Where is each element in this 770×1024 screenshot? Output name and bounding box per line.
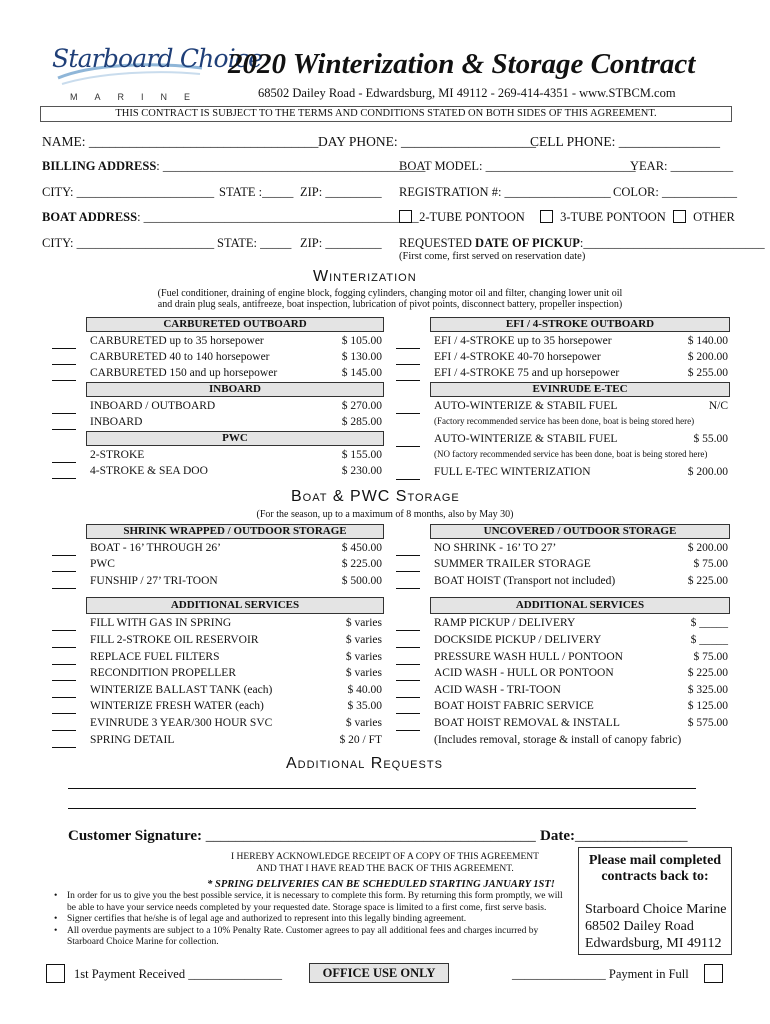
two-tube-pontoon-option[interactable]	[399, 210, 525, 225]
checkbox-line[interactable]	[52, 545, 76, 556]
service-row[interactable]	[396, 665, 728, 681]
pickup-date-field[interactable]	[399, 236, 765, 251]
boat-address-line: : ____________________________________________	[137, 210, 419, 224]
checkbox-line[interactable]	[52, 370, 76, 381]
two-tube-pontoon-label: 2-TUBE PONTOON	[419, 210, 525, 224]
service-row[interactable]	[396, 682, 728, 698]
service-row[interactable]	[52, 732, 382, 748]
service-row[interactable]	[52, 365, 382, 381]
service-price: $ 155.00	[341, 449, 382, 461]
service-row[interactable]	[396, 632, 728, 648]
zip-field-2[interactable]: ZIP: _________	[300, 236, 382, 250]
signature-field[interactable]	[68, 828, 536, 845]
city-field-1[interactable]: CITY: ______________________	[42, 185, 215, 199]
checkbox-line[interactable]	[396, 403, 420, 414]
service-label: FULL E-TEC WINTERIZATION	[434, 466, 591, 478]
service-label: ACID WASH - HULL OR PONTOON	[434, 667, 614, 679]
three-tube-pontoon-option[interactable]	[540, 210, 666, 225]
service-price: $ 200.00	[687, 466, 728, 478]
service-price: $ 270.00	[341, 400, 382, 412]
service-row[interactable]	[52, 665, 382, 681]
service-price: $ varies	[345, 634, 382, 646]
mail-title: Please mail completed contracts back to:	[588, 853, 722, 884]
service-price: N/C	[708, 400, 728, 412]
day-phone-field[interactable]: DAY PHONE: ____________________	[318, 134, 537, 149]
checkbox-line[interactable]	[396, 354, 420, 365]
service-price: $ 225.00	[687, 575, 728, 587]
checkbox-line[interactable]	[396, 338, 420, 349]
checkbox-line[interactable]	[52, 670, 76, 681]
service-row[interactable]	[396, 540, 728, 556]
checkbox-line[interactable]	[396, 670, 420, 681]
service-label: DOCKSIDE PICKUP / DELIVERY	[434, 634, 602, 646]
storage-note: (For the season, up to a maximum of 8 months, also by May 30)	[256, 509, 514, 520]
service-label: NO SHRINK - 16’ TO 27’	[434, 542, 557, 554]
billing-address-field[interactable]	[42, 159, 425, 174]
mail-line-2: 68502 Dailey Road	[585, 919, 694, 934]
service-price: $ 255.00	[687, 367, 728, 379]
boat-model-field[interactable]: BOAT MODEL: ________________________	[399, 159, 636, 173]
winterization-note-1: (Fuel conditioner, draining of engine block, fogging cylinders, changing motor oil and filter, changing lower unit oil	[157, 288, 623, 299]
signature-line: ____________________________________________	[202, 828, 536, 844]
service-label: FILL 2-STROKE OIL RESERVOIR	[90, 634, 259, 646]
logo-text: Starboard Choice	[52, 44, 263, 73]
service-price: $ varies	[345, 651, 382, 663]
request-line-1[interactable]	[68, 788, 696, 789]
service-label: PWC	[90, 558, 115, 570]
service-row[interactable]	[396, 464, 728, 480]
checkbox-line[interactable]	[52, 419, 76, 430]
service-label: CARBURETED up to 35 horsepower	[90, 335, 264, 347]
checkbox[interactable]	[540, 210, 553, 223]
service-price: $ _____	[690, 617, 728, 629]
service-label: INBOARD / OUTBOARD	[90, 400, 216, 412]
service-price: $ 225.00	[341, 558, 382, 570]
signature-label: Customer Signature:	[68, 828, 203, 844]
service-row[interactable]	[52, 556, 382, 572]
service-label: FUNSHIP / 27’ TRI-TOON	[90, 575, 218, 587]
checkbox-line[interactable]	[396, 703, 420, 714]
bullet-item: • In order for us to give you the best possible service, it is necessary to complete this form. By returning this form promptly, we will be able to have your service needs completed by your requested date. Storage space is limited to a first come, first serve basis.	[52, 891, 567, 914]
boat-address-label: BOAT ADDRESS	[42, 210, 138, 224]
service-row[interactable]	[396, 398, 728, 414]
pickup-line: :_____________________________	[579, 236, 765, 250]
service-price: $ 200.00	[687, 542, 728, 554]
service-row[interactable]	[396, 431, 728, 447]
service-price: $ 125.00	[687, 700, 728, 712]
billing-address-label: BILLING ADDRESS	[42, 159, 157, 173]
date-label: Date:	[540, 828, 575, 844]
checkbox-line[interactable]	[396, 370, 420, 381]
additional-services-right-header: ADDITIONAL SERVICES	[430, 597, 730, 614]
service-row[interactable]	[396, 649, 728, 665]
checkbox[interactable]	[399, 210, 412, 223]
storage-title: Boat & PWC Storage	[291, 488, 460, 505]
service-note: (Includes removal, storage & install of canopy fabric)	[434, 734, 682, 746]
etec-header: EVINRUDE E-TEC	[430, 382, 730, 397]
service-label: CARBURETED 40 to 140 horsepower	[90, 351, 270, 363]
service-price: $ 230.00	[341, 465, 382, 477]
service-row[interactable]	[52, 698, 382, 714]
service-label: CARBURETED 150 and up horsepower	[90, 367, 278, 379]
winterization-note-2: and drain plug seals, antifreeze, boat inspection, lubrication of pivot points, disconnect battery, propeller inspection)	[157, 299, 623, 310]
terms-bullets	[52, 891, 567, 949]
service-price: $ 75.00	[693, 558, 728, 570]
checkbox-line[interactable]	[52, 403, 76, 414]
mail-address	[585, 901, 731, 952]
additional-services-left-header: ADDITIONAL SERVICES	[86, 597, 384, 614]
other-label: OTHER	[693, 210, 735, 224]
service-label: EFI / 4-STROKE 75 and up horsepower	[434, 367, 620, 379]
shrink-wrapped-header: SHRINK WRAPPED / OUTDOOR STORAGE	[86, 524, 384, 539]
registration-field[interactable]: REGISTRATION #: _________________	[399, 185, 611, 199]
service-row[interactable]	[52, 682, 382, 698]
service-price: $ 285.00	[341, 416, 382, 428]
service-label: BOAT - 16’ THROUGH 26’	[90, 542, 221, 554]
payment-in-full-field[interactable]: _______________ Payment in Full	[512, 967, 689, 981]
service-price: $ 200.00	[687, 351, 728, 363]
checkbox-line[interactable]	[396, 620, 420, 631]
service-row[interactable]	[396, 333, 728, 349]
checkbox-line[interactable]	[52, 468, 76, 479]
first-payment-field[interactable]: 1st Payment Received _______________	[74, 967, 282, 981]
terms-notice: THIS CONTRACT IS SUBJECT TO THE TERMS AND CONDITIONS STATED ON BOTH SIDES OF THIS AGREEMENT.	[40, 106, 732, 122]
name-field[interactable]: NAME: __________________________________	[42, 134, 319, 149]
city-field-2[interactable]: CITY: ______________________	[42, 236, 215, 250]
checkbox-line[interactable]	[52, 452, 76, 463]
service-label: FILL WITH GAS IN SPRING	[90, 617, 232, 629]
service-price: $ 75.00	[693, 651, 728, 663]
spring-deliveries-notice: * SPRING DELIVERIES CAN BE SCHEDULED STARTING JANUARY 1ST!	[207, 879, 555, 890]
checkbox-line[interactable]	[52, 720, 76, 731]
inboard-header: INBOARD	[86, 382, 384, 397]
winterization-title: Winterization	[313, 268, 417, 285]
checkbox-line[interactable]	[396, 578, 420, 589]
page-title: 2020 Winterization & Storage Contract	[228, 48, 696, 80]
service-row[interactable]	[52, 414, 382, 430]
service-price: $ 55.00	[693, 433, 728, 445]
service-label: REPLACE FUEL FILTERS	[90, 651, 220, 663]
checkbox-line[interactable]	[52, 354, 76, 365]
pickup-label: DATE OF PICKUP	[475, 236, 580, 250]
service-label: SUMMER TRAILER STORAGE	[434, 558, 591, 570]
service-row[interactable]	[52, 333, 382, 349]
checkbox-line[interactable]	[52, 654, 76, 665]
first-payment-checkbox[interactable]	[46, 964, 65, 983]
uncovered-header: UNCOVERED / OUTDOOR STORAGE	[430, 524, 730, 539]
service-label: EVINRUDE 3 YEAR/300 HOUR SVC	[90, 717, 273, 729]
checkbox-line[interactable]	[52, 620, 76, 631]
checkbox-line[interactable]	[396, 637, 420, 648]
checkbox-line[interactable]	[52, 687, 76, 698]
checkbox[interactable]	[673, 210, 686, 223]
service-label: RECONDITION PROPELLER	[90, 667, 236, 679]
mail-line-1: Starboard Choice Marine	[585, 902, 727, 917]
service-row[interactable]	[52, 349, 382, 365]
checkbox-line[interactable]	[52, 338, 76, 349]
boat-address-field[interactable]	[42, 210, 419, 225]
bullet-item: • Signer certifies that he/she is of legal age and authorized to represent into this legally binding agreement.	[52, 914, 567, 926]
service-label: BOAT HOIST FABRIC SERVICE	[434, 700, 594, 712]
service-note: (Factory recommended service has been done, boat is being stored here)	[434, 416, 695, 426]
service-price: $ varies	[345, 717, 382, 729]
service-price: $ 225.00	[687, 667, 728, 679]
bullet-item: • All overdue payments are subject to a 10% Penalty Rate. Customer agrees to pay all additional fees and charges incurred by Starboard Choice Marine for collection.	[52, 926, 567, 949]
checkbox-line[interactable]	[396, 687, 420, 698]
service-label: WINTERIZE BALLAST TANK (each)	[90, 684, 273, 696]
service-row[interactable]	[52, 615, 382, 631]
checkbox-line[interactable]	[396, 436, 420, 447]
service-price: $ varies	[345, 667, 382, 679]
service-label: 4-STROKE & SEA DOO	[90, 465, 208, 477]
date-line: _______________	[574, 828, 688, 844]
pickup-pre: REQUESTED	[399, 236, 476, 250]
logo-subtext: MARINE	[70, 92, 208, 102]
efi-outboard-header: EFI / 4-STROKE OUTBOARD	[430, 317, 730, 332]
service-price: $ 105.00	[341, 335, 382, 347]
checkbox-line[interactable]	[396, 561, 420, 572]
service-price: $ 325.00	[687, 684, 728, 696]
checkbox-line[interactable]	[52, 703, 76, 714]
cell-phone-field[interactable]: CELL PHONE: _______________	[530, 134, 720, 149]
state-field-1[interactable]: STATE :_____	[219, 185, 294, 199]
office-use-only-label: OFFICE USE ONLY	[309, 963, 449, 983]
service-price: $ 145.00	[341, 367, 382, 379]
service-price: $ 130.00	[341, 351, 382, 363]
acknowledgement-1: I HEREBY ACKNOWLEDGE RECEIPT OF A COPY OF THIS AGREEMENT	[231, 852, 539, 862]
service-row[interactable]	[52, 649, 382, 665]
service-price: $ 40.00	[347, 684, 382, 696]
service-label: EFI / 4-STROKE up to 35 horsepower	[434, 335, 612, 347]
service-row[interactable]	[396, 365, 728, 381]
service-row[interactable]	[396, 698, 728, 714]
carbureted-outboard-header: CARBURETED OUTBOARD	[86, 317, 384, 332]
state-field-2[interactable]: STATE: _____	[217, 236, 292, 250]
service-row[interactable]	[52, 447, 382, 463]
checkbox-line[interactable]	[396, 720, 420, 731]
service-label: AUTO-WINTERIZE & STABIL FUEL	[434, 433, 618, 445]
checkbox-line[interactable]	[52, 578, 76, 589]
service-label: EFI / 4-STROKE 40-70 horsepower	[434, 351, 601, 363]
company-address: 68502 Dailey Road - Edwardsburg, MI 49112 - 269-414-4351 - www.STBCM.com	[258, 86, 676, 100]
billing-address-line: : __________________________________________	[156, 159, 426, 173]
service-price: $ 450.00	[341, 542, 382, 554]
request-line-2[interactable]	[68, 808, 696, 809]
service-row[interactable]	[52, 540, 382, 556]
service-label: SPRING DETAIL	[90, 734, 175, 746]
mail-line-3: Edwardsburg, MI 49112	[585, 936, 722, 951]
service-label: INBOARD	[90, 416, 143, 428]
service-row[interactable]	[52, 573, 382, 589]
three-tube-pontoon-label: 3-TUBE PONTOON	[560, 210, 666, 224]
service-label: 2-STROKE	[90, 449, 145, 461]
other-option[interactable]	[673, 210, 735, 225]
service-row[interactable]	[396, 573, 728, 589]
service-note: (NO factory recommended service has been done, boat is being stored here)	[434, 449, 708, 459]
payment-in-full-checkbox[interactable]	[704, 964, 723, 983]
additional-requests-title: Additional Requests	[286, 755, 443, 772]
checkbox-line[interactable]	[396, 469, 420, 480]
service-label: AUTO-WINTERIZE & STABIL FUEL	[434, 400, 618, 412]
service-row[interactable]	[396, 715, 728, 731]
checkbox-line[interactable]	[396, 654, 420, 665]
service-price: $ 575.00	[687, 717, 728, 729]
service-label: RAMP PICKUP / DELIVERY	[434, 617, 576, 629]
service-label: BOAT HOIST REMOVAL & INSTALL	[434, 717, 620, 729]
service-label: PRESSURE WASH HULL / PONTOON	[434, 651, 623, 663]
service-row[interactable]	[396, 556, 728, 572]
service-label: ACID WASH - TRI-TOON	[434, 684, 561, 696]
checkbox-line[interactable]	[52, 561, 76, 572]
service-row[interactable]	[396, 615, 728, 631]
checkbox-line[interactable]	[52, 737, 76, 748]
pickup-note: (First come, first served on reservation date)	[399, 251, 586, 262]
pwc-header: PWC	[86, 431, 384, 446]
service-price: $ 35.00	[347, 700, 382, 712]
zip-field-1[interactable]: ZIP: _________	[300, 185, 382, 199]
service-price: $ varies	[345, 617, 382, 629]
date-field[interactable]	[540, 828, 687, 845]
year-field[interactable]: YEAR: __________	[630, 159, 734, 173]
checkbox-line[interactable]	[396, 545, 420, 556]
service-price: $ 140.00	[687, 335, 728, 347]
service-price: $ _____	[690, 634, 728, 646]
color-field[interactable]: COLOR: ____________	[613, 185, 737, 199]
service-price: $ 500.00	[341, 575, 382, 587]
service-row[interactable]	[52, 632, 382, 648]
acknowledgement-2: AND THAT I HAVE READ THE BACK OF THIS AGREEMENT.	[256, 864, 514, 874]
service-row[interactable]	[396, 349, 728, 365]
service-price: $ 20 / FT	[339, 734, 382, 746]
service-row[interactable]	[52, 715, 382, 731]
service-label: BOAT HOIST (Transport not included)	[434, 575, 616, 587]
checkbox-line[interactable]	[52, 637, 76, 648]
service-row[interactable]	[52, 463, 382, 479]
service-row[interactable]	[52, 398, 382, 414]
service-label: WINTERIZE FRESH WATER (each)	[90, 700, 264, 712]
mail-address-box	[578, 847, 732, 955]
